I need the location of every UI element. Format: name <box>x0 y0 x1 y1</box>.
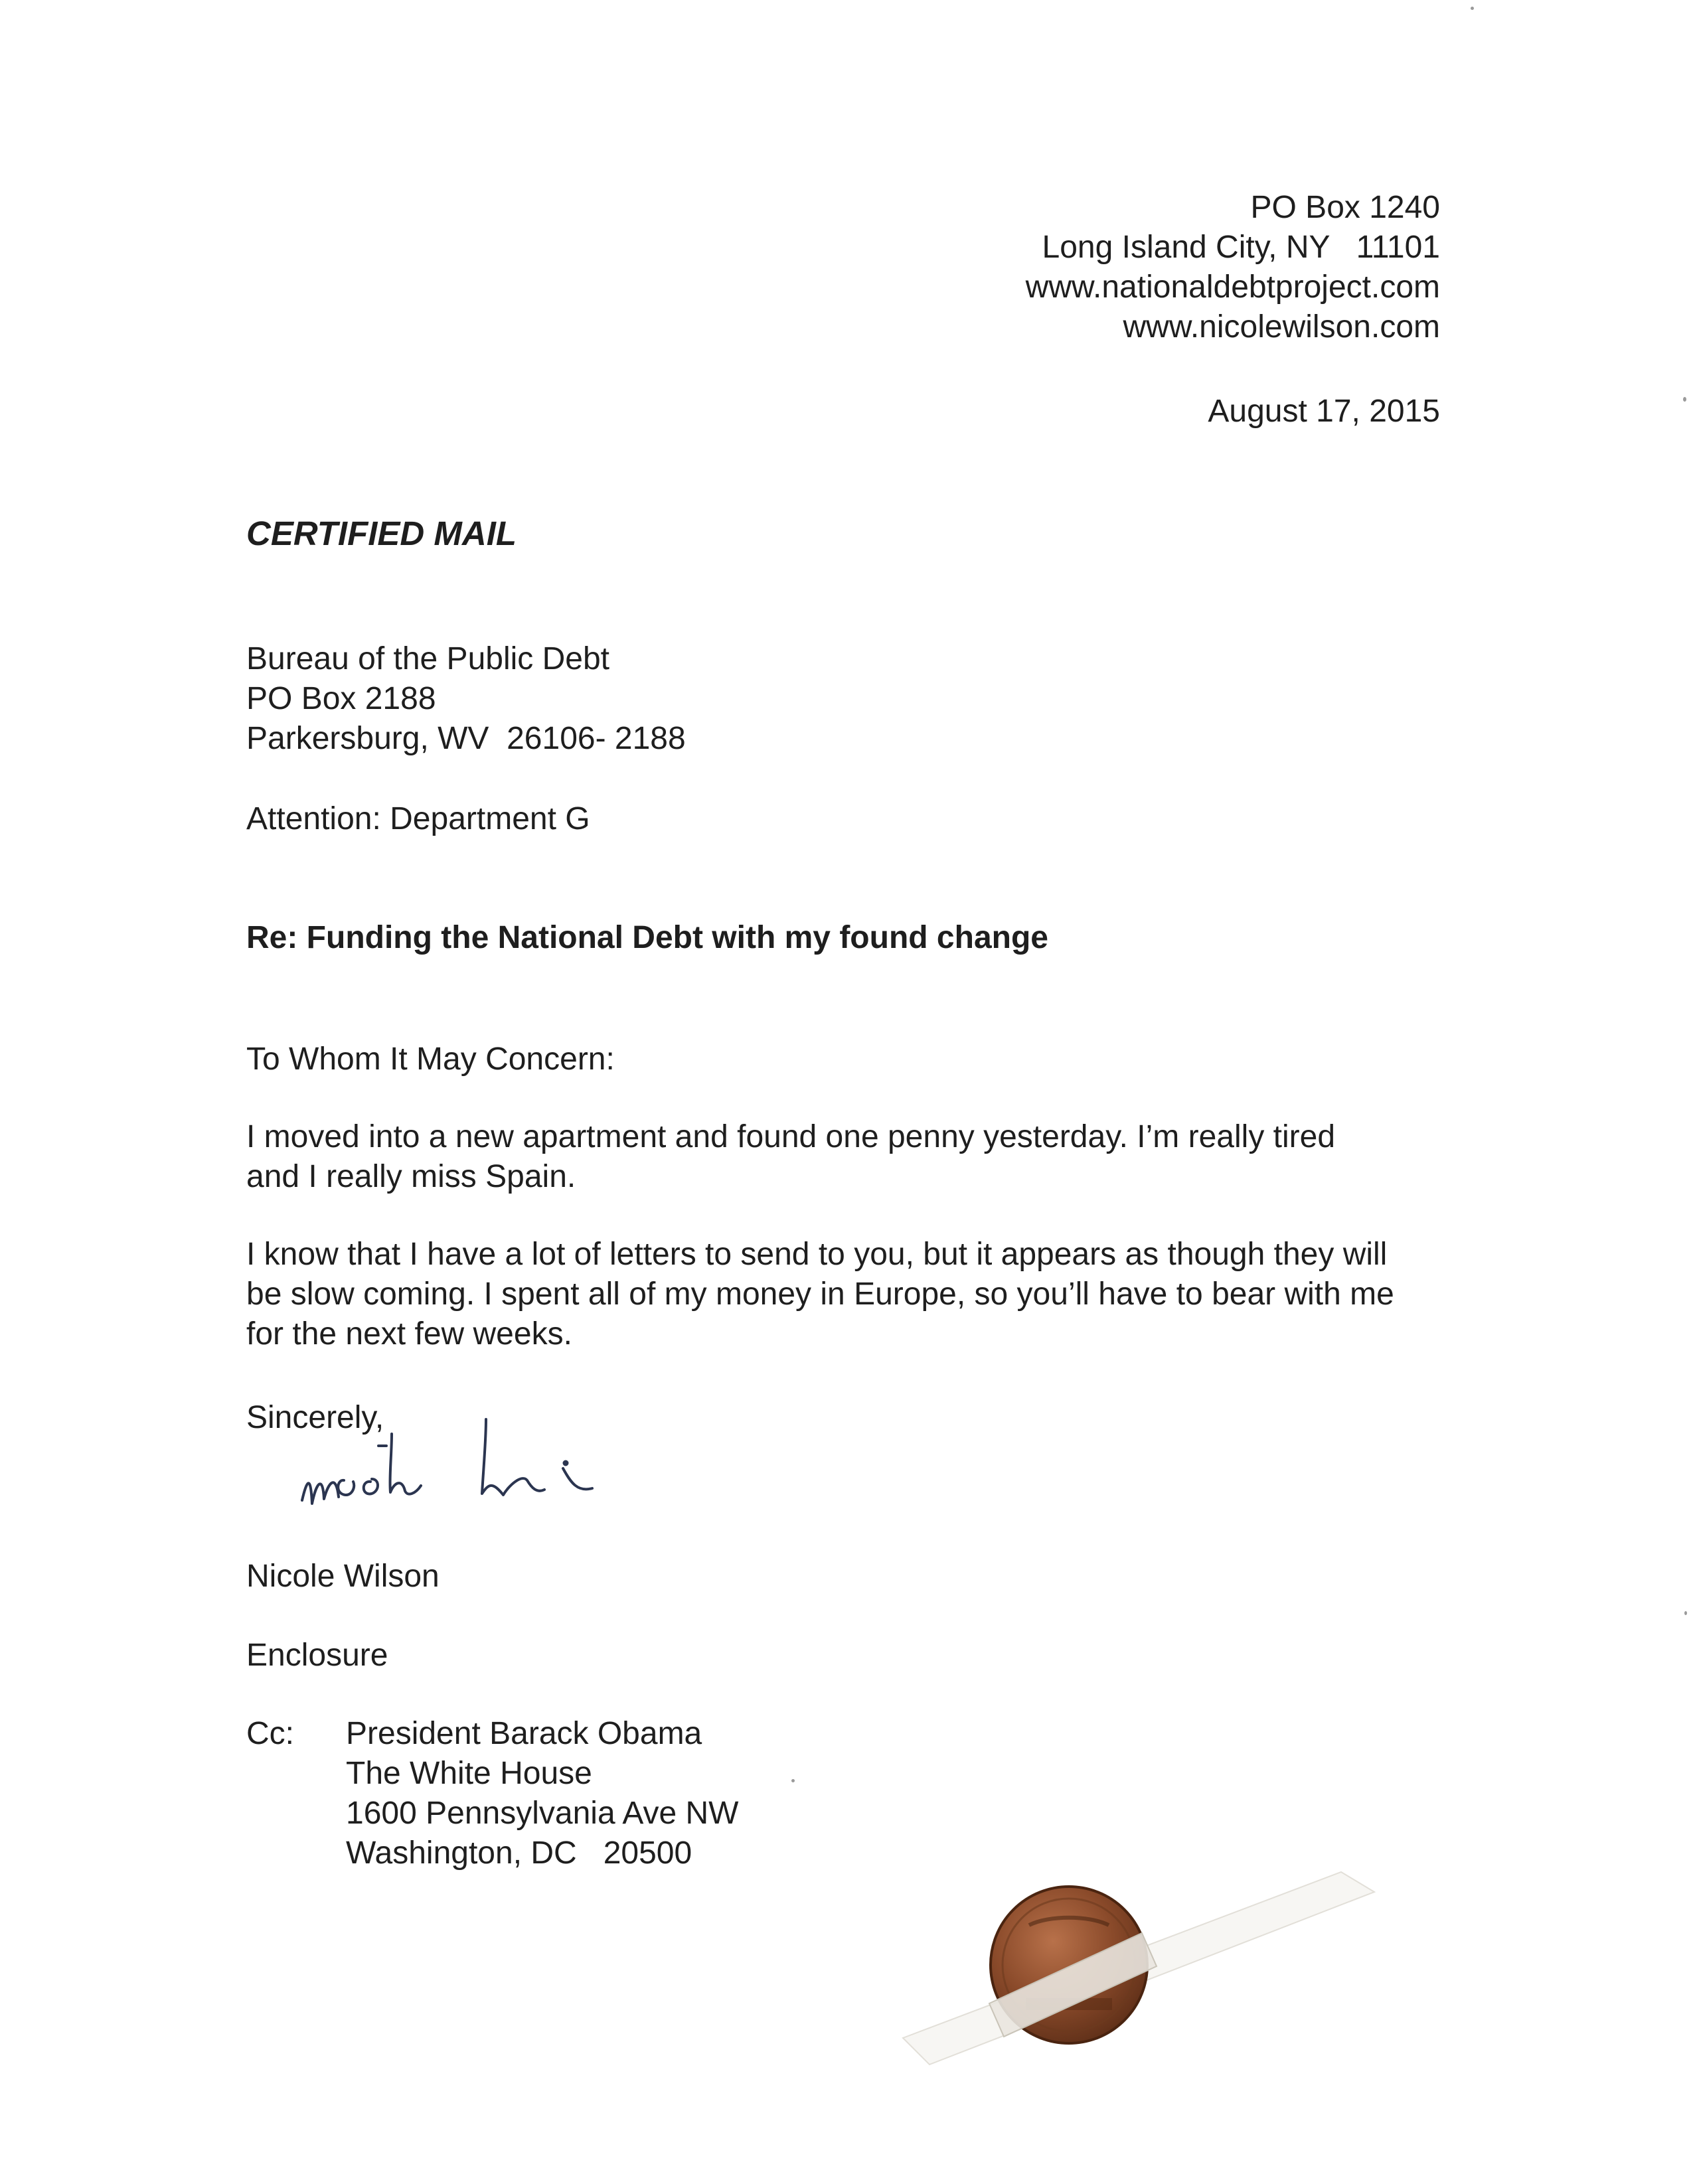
recipient-line: Parkersburg, WV 26106- 2188 <box>246 721 686 756</box>
salutation: To Whom It May Concern: <box>246 1042 615 1077</box>
recipient-address-block <box>246 639 686 759</box>
cc-line: Washington, DC 20500 <box>346 1835 692 1871</box>
certified-mail-heading: CERTIFIED MAIL <box>246 514 517 552</box>
body-paragraph-2 <box>246 1235 1461 1354</box>
body-line: be slow coming. I spent all of my money in Europe, so you’ll have to bear with me <box>246 1277 1394 1312</box>
handwritten-signature <box>292 1407 717 1533</box>
paper-speck <box>1683 397 1686 402</box>
sender-address-line: Long Island City, NY 11101 <box>1042 230 1440 265</box>
body-line: and I really miss Spain. <box>246 1159 576 1194</box>
body-line: I know that I have a lot of letters to send to you, but it appears as though they will <box>246 1237 1388 1272</box>
body-paragraph-1 <box>246 1117 1461 1197</box>
sender-address-block <box>1026 188 1440 347</box>
attention-line: Attention: Department G <box>246 801 590 836</box>
paper-speck <box>1471 7 1474 10</box>
recipient-line: PO Box 2188 <box>246 681 436 716</box>
letter-date: August 17, 2015 <box>1208 394 1440 429</box>
sender-website-line: www.nationaldebtproject.com <box>1025 270 1440 305</box>
body-line: for the next few weeks. <box>246 1316 572 1352</box>
cc-block <box>246 1714 738 1873</box>
cc-line: The White House <box>346 1756 592 1791</box>
recipient-line: Bureau of the Public Debt <box>246 641 610 676</box>
sender-address-line: PO Box 1240 <box>1250 190 1440 225</box>
body-line: I moved into a new apartment and found one penny yesterday. I’m really tired <box>246 1119 1336 1154</box>
enclosure-note: Enclosure <box>246 1638 388 1673</box>
taped-penny-image <box>830 1845 1427 2098</box>
paper-speck <box>1684 1611 1687 1615</box>
cc-label: Cc: <box>246 1716 294 1751</box>
signer-name: Nicole Wilson <box>246 1559 440 1594</box>
sender-website-line: www.nicolewilson.com <box>1123 309 1440 345</box>
cc-address <box>346 1714 738 1873</box>
closing: Sincerely, <box>246 1400 384 1435</box>
cc-line: President Barack Obama <box>346 1716 702 1751</box>
paper-speck <box>791 1779 795 1782</box>
cc-line: 1600 Pennsylvania Ave NW <box>346 1796 739 1831</box>
subject-line: Re: Funding the National Debt with my found change <box>246 920 1048 955</box>
